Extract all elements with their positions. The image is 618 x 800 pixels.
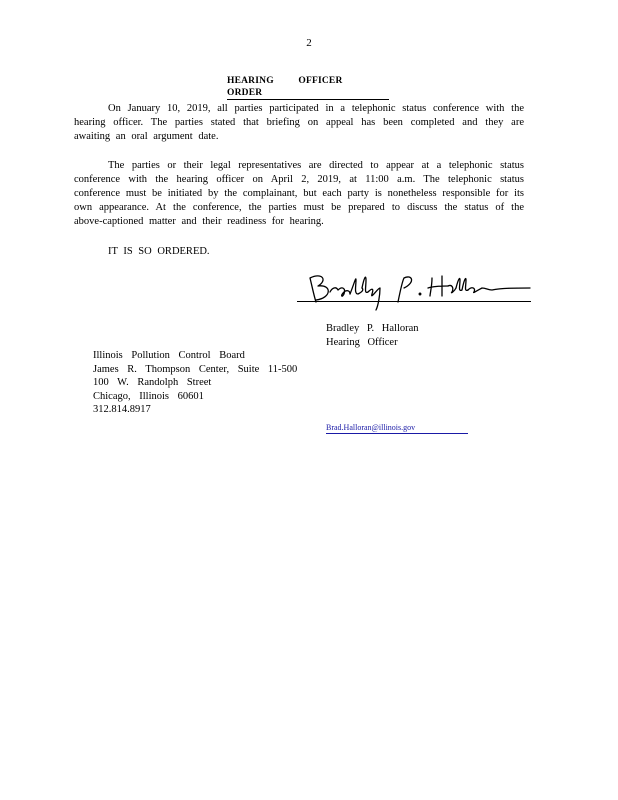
address-block bbox=[93, 349, 297, 417]
signer-name: Bradley P. Halloran bbox=[326, 323, 419, 334]
address-building: James R. Thompson Center, Suite 11-500 bbox=[93, 363, 298, 375]
paragraph-directive: The parties or their legal representatives are directed to appear at a telephonic status conference with the hearing officer on April 2, 2019, at 11:00 a.m. The telephonic status conference must be initiated by the complainant, but each party is nonetheless responsible for its own appearance. At the conference, the parties must be prepared to discuss the status of the above-captioned matter and their readiness for hearing. bbox=[74, 160, 524, 227]
address-street: 100 W. Randolph Street bbox=[93, 377, 212, 388]
signer-role: Hearing Officer bbox=[326, 337, 398, 348]
closing-order: IT IS SO ORDERED. bbox=[108, 246, 210, 257]
paragraph-status: On January 10, 2019, all parties participated in a telephonic status conference with the hearing officer. The parties stated that briefing on appeal has been completed and they are awaiting an oral argument date. bbox=[74, 103, 524, 142]
signer-block bbox=[326, 322, 419, 350]
signature-line bbox=[297, 301, 531, 302]
address-city: Chicago, Illinois 60601 bbox=[93, 390, 204, 402]
email-link[interactable]: Brad.Halloran@illinois.gov bbox=[326, 423, 468, 434]
handwritten-signature bbox=[292, 266, 532, 316]
page-number: 2 bbox=[306, 37, 312, 49]
address-phone: 312.814.8917 bbox=[93, 404, 151, 415]
document-title: HEARING OFFICER ORDER bbox=[227, 75, 389, 100]
address-org: Illinois Pollution Control Board bbox=[93, 350, 245, 361]
